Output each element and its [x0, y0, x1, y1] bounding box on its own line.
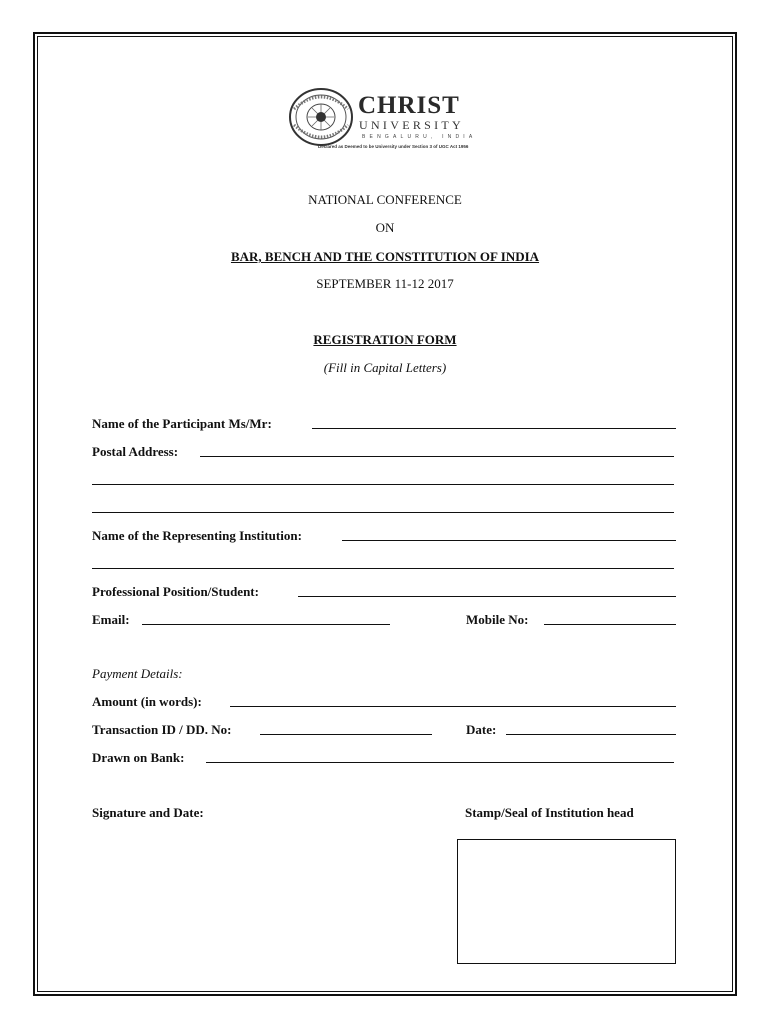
- mobile-field[interactable]: [544, 624, 676, 625]
- transaction-field[interactable]: [260, 734, 432, 735]
- participant-label: Name of the Participant Ms/Mr:: [92, 416, 272, 431]
- logo-tagline: Declared as Deemed to be University under Section 3 of UGC Act 1956: [318, 144, 469, 149]
- address-field-3[interactable]: [92, 512, 674, 513]
- logo-city: BENGALURU, INDIA: [362, 134, 477, 140]
- institution-field-2[interactable]: [92, 568, 674, 569]
- participant-field[interactable]: [312, 428, 676, 429]
- amount-field[interactable]: [230, 706, 676, 707]
- date-label: Date:: [466, 722, 497, 737]
- stamp-box[interactable]: [457, 839, 676, 964]
- address-label: Postal Address:: [92, 444, 179, 459]
- logo-wordmark: CHRIST: [358, 92, 460, 119]
- email-field[interactable]: [142, 624, 390, 625]
- university-seal-icon: [288, 87, 354, 147]
- institution-field-1[interactable]: [342, 540, 676, 541]
- date-field[interactable]: [506, 734, 676, 735]
- address-field-2[interactable]: [92, 484, 674, 485]
- transaction-label: Transaction ID / DD. No:: [92, 722, 232, 737]
- payment-heading: Payment Details:: [92, 666, 183, 681]
- university-logo: [288, 87, 488, 153]
- conference-title: BAR, BENCH AND THE CONSTITUTION OF INDIA: [230, 249, 540, 264]
- stamp-label: Stamp/Seal of Institution head: [465, 805, 634, 820]
- amount-label: Amount (in words):: [92, 694, 202, 709]
- bank-label: Drawn on Bank:: [92, 750, 185, 765]
- institution-label: Name of the Representing Institution:: [92, 528, 302, 543]
- logo-subtitle: UNIVERSITY: [359, 118, 464, 132]
- form-title: REGISTRATION FORM: [313, 332, 457, 347]
- email-label: Email:: [92, 612, 130, 627]
- conference-line1: NATIONAL CONFERENCE: [308, 192, 462, 207]
- conference-line2: ON: [375, 220, 395, 235]
- position-field[interactable]: [298, 596, 676, 597]
- signature-label: Signature and Date:: [92, 805, 204, 820]
- address-field-1[interactable]: [200, 456, 674, 457]
- bank-field[interactable]: [206, 762, 674, 763]
- form-instruction: (Fill in Capital Letters): [323, 360, 447, 375]
- mobile-label: Mobile No:: [466, 612, 529, 627]
- position-label: Professional Position/Student:: [92, 584, 259, 599]
- conference-date: SEPTEMBER 11-12 2017: [316, 276, 454, 291]
